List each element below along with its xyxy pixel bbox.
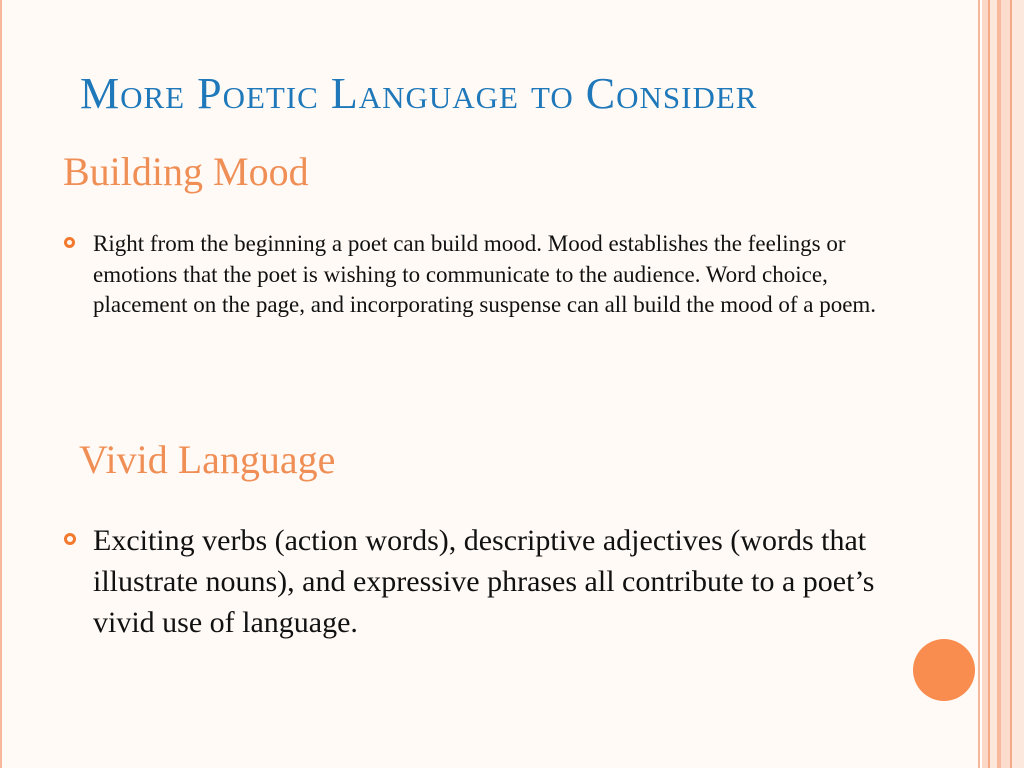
- bullet-text-building-mood: Right from the beginning a poet can build mood. Mood establishes the feelings or emotions that the poet is wishing to communicate to the audience. Word choice, placement on the page, and incorporating suspense can all build the mood of a poem.: [93, 231, 877, 317]
- section-heading-vivid-language: Vivid Language: [79, 437, 336, 482]
- decorative-circle-icon: [913, 639, 975, 701]
- bullet-circle-icon: [64, 237, 75, 248]
- bullet-text-vivid-language: Exciting verbs (action words), descriptive adjectives (words that illustrate nouns), and expressive phrases all contribute to a poet’s vivid use of language.: [93, 524, 875, 639]
- right-border-stripe: [1012, 0, 1024, 768]
- bullet-item-vivid-language: [64, 520, 894, 643]
- bullet-item-building-mood: [64, 229, 894, 321]
- section-heading-building-mood: Building Mood: [63, 149, 309, 194]
- right-border-stripe: [990, 0, 997, 768]
- right-border-stripe: [1001, 0, 1010, 768]
- bullet-circle-icon: [64, 533, 76, 545]
- slide-title: More Poetic Language to Consider: [80, 69, 758, 118]
